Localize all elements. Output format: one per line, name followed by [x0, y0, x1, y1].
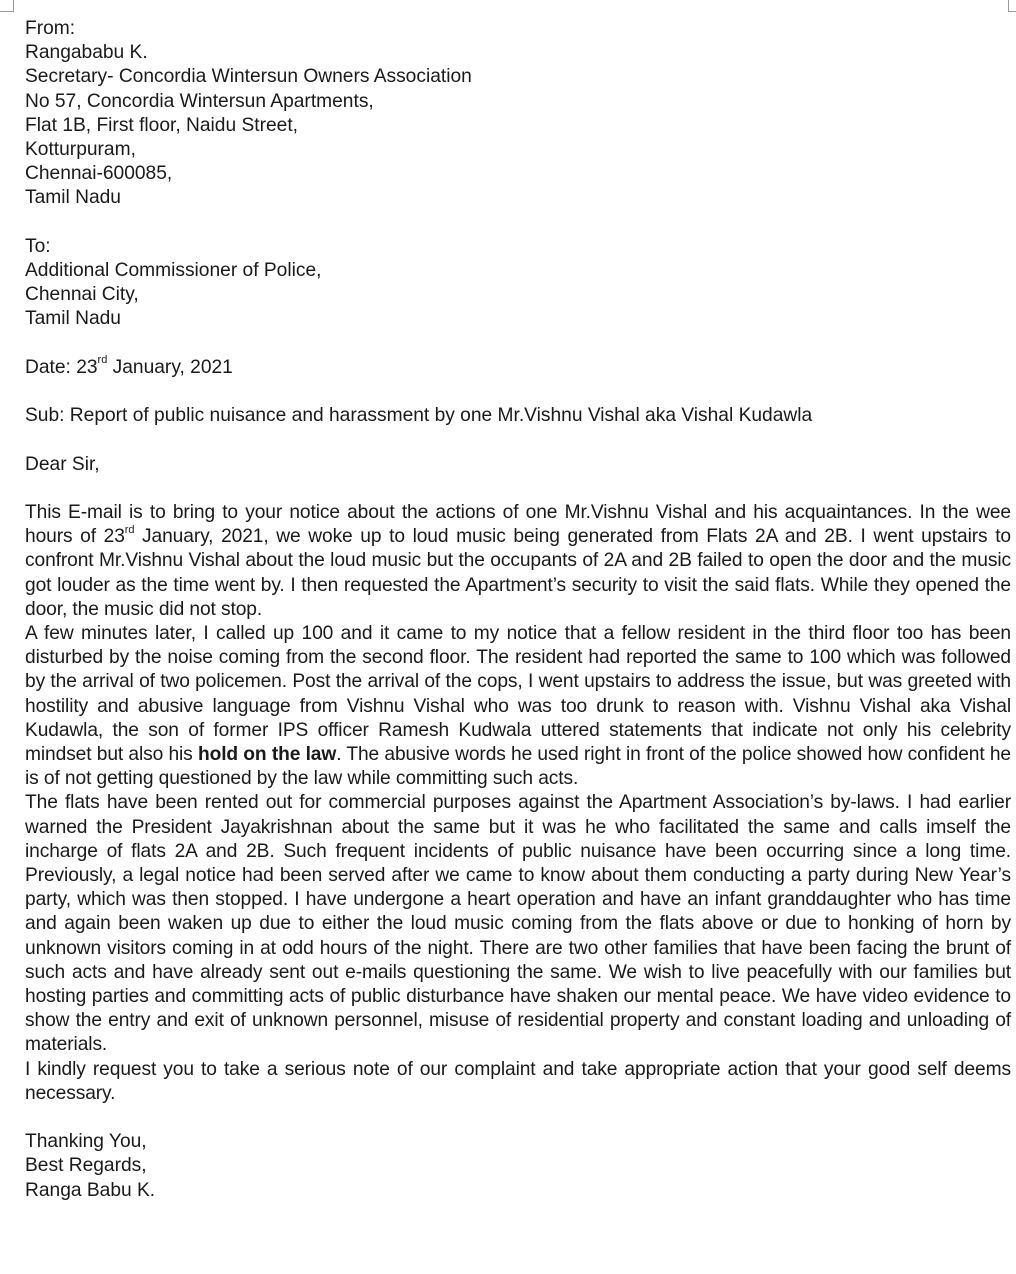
sender-address-line: No 57, Concordia Wintersun Apartments,	[25, 90, 374, 112]
from-block	[25, 17, 1011, 211]
body-paragraph-2: A few minutes later, I called up 100 and it came to my notice that a fellow resident in the third floor too has been disturbed by the noise coming from the second floor. The resident had reported the same to 100 which was followed by the arrival of two policemen. Post the arrival of the cops, I went upstairs to address the issue, but was greeted with hostility and abusive language from Vishnu Vishal who was too drunk to reason with. Vishnu Vishal aka Vishal Kudawla, the son of former IPS officer Ramesh Kudwala uttered statements that indicate not only his celebrity mindset but also his hold on the law. The abusive words he used right in front of the police showed how confident he is of not getting questioned by the law while committing such acts.	[25, 623, 1012, 790]
recipient-line: Chennai City,	[25, 284, 139, 306]
salutation: Dear Sir,	[25, 453, 100, 475]
sender-address-line: Kotturpuram,	[25, 139, 136, 161]
letter-body	[25, 17, 1011, 1203]
emphasis-hold-on-the-law: hold on the law	[197, 744, 337, 766]
sender-title: Secretary- Concordia Wintersun Owners Association	[25, 66, 472, 88]
crop-mark-top-left	[0, 0, 14, 12]
closing-line: Best Regards,	[25, 1155, 147, 1177]
from-label: From:	[25, 18, 76, 39]
letter-date: Date: 23rd January, 2021	[25, 354, 233, 378]
recipient-line: Tamil Nadu	[25, 308, 121, 330]
crop-mark-top-right	[1008, 0, 1016, 12]
to-block	[25, 235, 1011, 332]
closing-block	[25, 1130, 1011, 1203]
closing-line: Thanking You,	[25, 1131, 147, 1153]
body-paragraph-1: This E-mail is to bring to your notice about the actions of one Mr.Vishnu Vishal and his acquaintances. In the wee hours of 23rd January, 2021, we woke up to loud music being generated from Flats 2A and 2B. I went upstairs to confront Mr.Vishnu Vishal about the loud music but the occupants of 2A and 2B failed to open the door and the music got louder as the time went by. I then requested the Apartment’s security to visit the said flats. While they opened the door, the music did not stop.	[25, 501, 1011, 620]
sender-name: Rangababu K.	[25, 42, 148, 64]
letter-subject: Sub: Report of public nuisance and harassment by one Mr.Vishnu Vishal aka Vishal Kudawla	[25, 405, 813, 427]
sender-address-line: Chennai-600085,	[25, 163, 173, 185]
sender-address-line: Flat 1B, First floor, Naidu Street,	[25, 114, 298, 136]
body-paragraph-3: The flats have been rented out for commercial purposes against the Apartment Association’s by-laws. I had earlier warned the President Jayakrishnan about the same but it was he who facilitated the same and calls imself the incharge of flats 2A and 2B. Such frequent incidents of public nuisance have been occurring since a long time. Previously, a legal notice had been served after we came to know about them conducting a party during New Year’s party, which was then stopped. I have undergone a heart operation and have an infant granddaughter who has time and again been waken up due to either the loud music coming from the flats above or due to honking of horn by unknown visitors coming in at odd hours of the night. There are two other families that have been facing the brunt of such acts and have already sent out e-mails questioning the same. We wish to live peacefully with our families but hosting parties and committing acts of public disturbance have shaken our mental peace. We have video evidence to show the entry and exit of unknown personnel, misuse of residential property and constant loading and unloading of materials.	[25, 792, 1011, 1056]
signature-name: Ranga Babu K.	[25, 1179, 156, 1201]
to-label: To:	[25, 235, 51, 257]
sender-address-line: Tamil Nadu	[25, 187, 121, 209]
body-paragraph-4: I kindly request you to take a serious note of our complaint and take appropriate action that your good self deems necessary.	[25, 1058, 1011, 1104]
recipient-line: Additional Commissioner of Police,	[25, 260, 322, 282]
